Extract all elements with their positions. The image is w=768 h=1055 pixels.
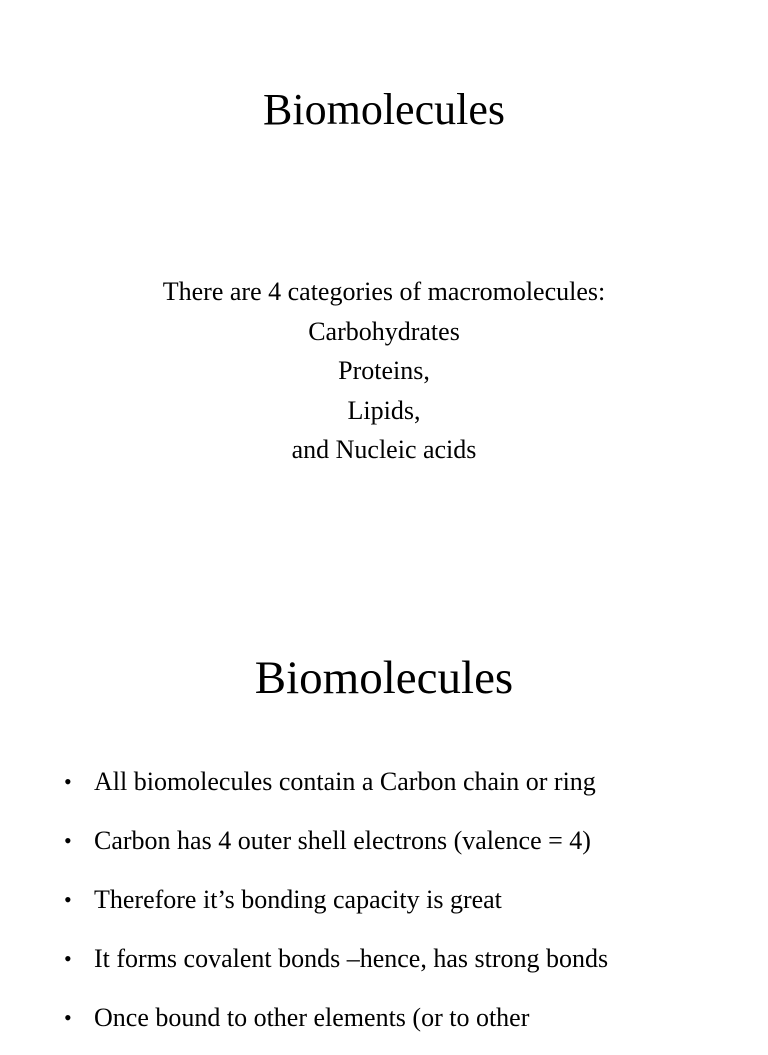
bullet-item: [0, 819, 768, 878]
body-line: and Nucleic acids: [291, 435, 477, 464]
bullet-text: Once bound to other elements (or to other: [94, 1003, 530, 1032]
body-line: Carbohydrates: [308, 316, 460, 346]
bullet-icon: •: [64, 769, 72, 794]
bullet-item: [0, 996, 768, 1055]
bullet-text: All biomolecules contain a Carbon chain or ring: [94, 767, 596, 796]
slide-1-body: [0, 272, 768, 470]
bullet-icon: •: [64, 1005, 72, 1030]
body-line: Proteins,: [338, 356, 430, 385]
bullet-icon: •: [64, 887, 72, 912]
bullet-icon: •: [64, 946, 72, 971]
slide-2: [0, 560, 768, 1032]
body-line: Lipids,: [347, 395, 421, 425]
bullet-item: [0, 878, 768, 937]
bullet-item: [0, 760, 768, 819]
slide-1-title: Biomolecules: [263, 85, 505, 134]
bullet-item: [0, 937, 768, 996]
bullet-text: It forms covalent bonds –hence, has strong bonds: [94, 944, 609, 973]
bullet-list: [0, 760, 768, 1055]
bullet-text: Therefore it’s bonding capacity is great: [94, 885, 502, 914]
body-line: There are 4 categories of macromolecules:: [162, 277, 606, 306]
bullet-text: Carbon has 4 outer shell electrons (valence = 4): [94, 826, 591, 855]
bullet-icon: •: [64, 828, 72, 853]
slide-2-title: Biomolecules: [254, 652, 514, 704]
